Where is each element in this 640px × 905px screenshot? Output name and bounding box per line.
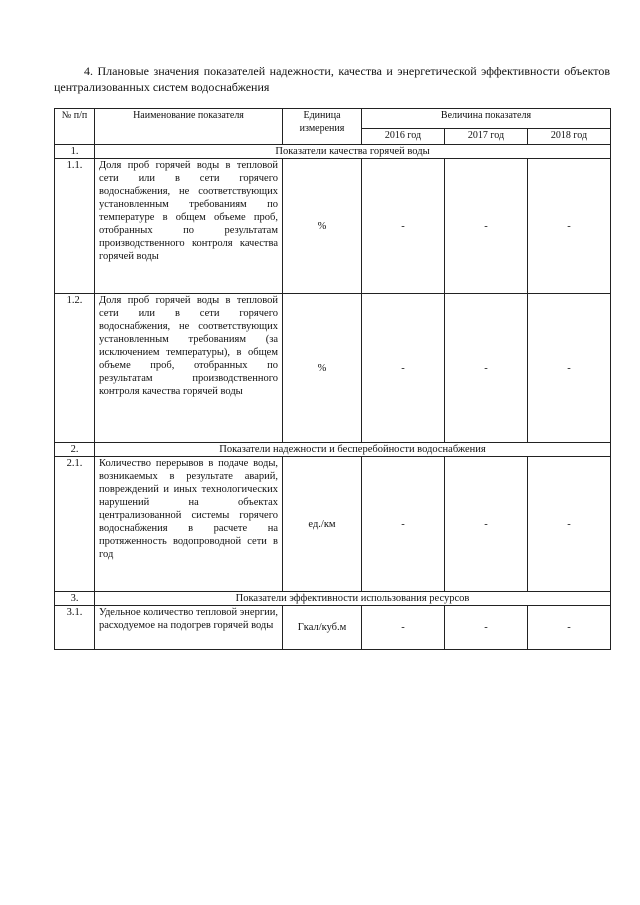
section-num: 1. (55, 145, 95, 159)
row-num: 3.1. (55, 606, 95, 650)
row-value-2018: - (528, 457, 611, 592)
section-row (55, 443, 611, 457)
row-num: 2.1. (55, 457, 95, 592)
row-value-2016: - (362, 159, 445, 294)
section-row (55, 592, 611, 606)
section-num: 2. (55, 443, 95, 457)
row-unit: % (283, 159, 362, 294)
section-num: 3. (55, 592, 95, 606)
row-value-2016: - (362, 606, 445, 650)
table-row (55, 294, 611, 443)
row-value-2017: - (445, 457, 528, 592)
header-num: № п/п (55, 109, 95, 145)
section-title: Показатели качества горячей воды (95, 145, 611, 159)
section-row (55, 145, 611, 159)
section-title: Показатели эффективности использования ресурсов (95, 592, 611, 606)
row-name: Доля проб горячей воды в тепловой сети или в сети горячего водоснабжения, не соответствующих установленным требованиям по температуре в общем объеме проб, отобранных по результатам производственного контроля качества горячей воды (95, 159, 283, 294)
document-heading: 4. Плановые значения показателей надежности, качества и энергетической эффективности объектов централизованных систем водоснабжения (54, 64, 610, 94)
header-year-2017: 2017 год (445, 129, 528, 145)
row-value-2017: - (445, 294, 528, 443)
header-year-2016: 2016 год (362, 129, 445, 145)
row-name: Количество перерывов в подаче воды, возникаемых в результате аварий, повреждений и иных технологических нарушений на объектах централизованной системы горячего водоснабжения в расчете на протяженность водопроводной сети в год (95, 457, 283, 592)
row-value-2018: - (528, 294, 611, 443)
row-unit: ед./км (283, 457, 362, 592)
header-name: Наименование показателя (95, 109, 283, 145)
table-row (55, 457, 611, 592)
table-row (55, 159, 611, 294)
section-title: Показатели надежности и бесперебойности водоснабжения (95, 443, 611, 457)
row-value-2018: - (528, 159, 611, 294)
header-unit: Единица измерения (283, 109, 362, 145)
header-value-group: Величина показателя (362, 109, 611, 129)
row-num: 1.1. (55, 159, 95, 294)
row-value-2016: - (362, 294, 445, 443)
header-year-2018: 2018 год (528, 129, 611, 145)
row-name: Удельное количество тепловой энергии, расходуемое на подогрев горячей воды (95, 606, 283, 650)
row-value-2017: - (445, 606, 528, 650)
table-row (55, 606, 611, 650)
row-unit: Гкал/куб.м (283, 606, 362, 650)
row-unit: % (283, 294, 362, 443)
indicators-table (54, 108, 611, 650)
row-value-2018: - (528, 606, 611, 650)
row-value-2017: - (445, 159, 528, 294)
row-num: 1.2. (55, 294, 95, 443)
row-name: Доля проб горячей воды в тепловой сети или в сети горячего водоснабжения, не соответствующих установленным требованиям (за исключением температуры), в общем объеме проб, отобранных по результатам производственного контроля качества горячей воды (95, 294, 283, 443)
row-value-2016: - (362, 457, 445, 592)
